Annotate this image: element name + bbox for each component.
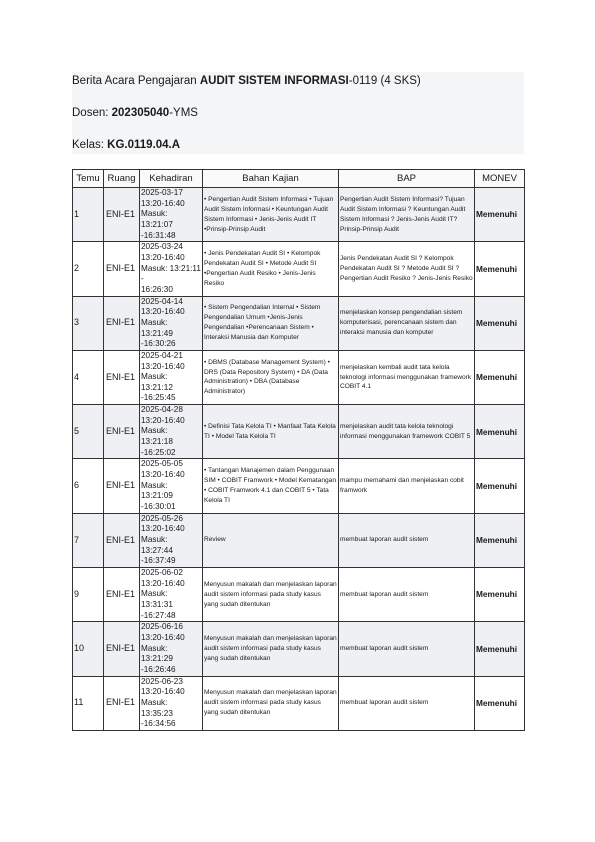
cell-bahan-kajian: • Pengertian Audit Sistem Informasi • Tujuan Audit Sistem Informasi • Keuntungan Audit Sistem Informasi • Jenis-Jenis Audit IT •Prinsip-Prinsip Audit [203, 188, 339, 242]
cell-ruang: ENI-E1 [104, 622, 140, 676]
table-row [73, 350, 525, 404]
attendance-in: Masuk: 13:21:12 [141, 372, 173, 392]
cell-monev: Memenuhi [475, 676, 525, 730]
attendance-date: 2025-03-17 [141, 188, 183, 197]
attendance-date: 2025-05-26 [141, 513, 183, 523]
cell-bap: membuat laporan audit sistem [339, 513, 475, 567]
attendance-out: -16:25:45 [141, 393, 176, 403]
lecturer-id: 202305040 [111, 107, 170, 119]
cell-temu: 2 [73, 242, 104, 296]
cell-ruang: ENI-E1 [104, 188, 140, 242]
col-header-temu: Temu [73, 170, 104, 188]
cell-monev: Memenuhi [475, 622, 525, 676]
cell-bahan-kajian: Menyusun makalah dan menjelaskan laporan audit sistem informasi pada study kasus yang sudah ditentukan [203, 567, 339, 621]
cell-bahan-kajian: Menyusun makalah dan menjelaskan laporan audit sistem informasi pada study kasus yang sudah ditentukan [203, 622, 339, 676]
attendance-schedule: 13:20-16:40 [141, 198, 185, 208]
attendance-out: -16:34:56 [141, 719, 176, 729]
cell-bahan-kajian: • Jenis Pendekatan Audit SI • Kelompok Pendekatan Audit SI • Metode Audit SI •Pengertian Audit Resiko • Jenis-Jenis Resiko [203, 242, 339, 296]
cell-kehadiran [140, 567, 203, 621]
cell-bahan-kajian: • Definisi Tata Kelola TI • Manfaat Tata Kelola TI • Model Tata Kelola TI [203, 405, 339, 459]
cell-temu: 11 [73, 676, 104, 730]
col-header-bap: BAP [339, 170, 475, 188]
cell-monev: Memenuhi [475, 296, 525, 350]
document-title [72, 75, 421, 87]
cell-bap: membuat laporan audit sistem [339, 676, 475, 730]
table-row [73, 405, 525, 459]
table-row [73, 676, 525, 730]
cell-kehadiran [140, 188, 203, 242]
table-row [73, 459, 525, 513]
cell-bap: membuat laporan audit sistem [339, 622, 475, 676]
attendance-out: -16:26:46 [141, 664, 176, 674]
cell-monev: Memenuhi [475, 513, 525, 567]
table-row [73, 188, 525, 242]
attendance-schedule: 13:20-16:40 [141, 632, 185, 642]
attendance-schedule: 13:20-16:40 [141, 524, 185, 534]
cell-monev: Memenuhi [475, 567, 525, 621]
cell-ruang: ENI-E1 [104, 567, 140, 621]
cell-bap: menjelaskan kembali audit tata kelola teknologi informasi menggunakan framework COBIT 4.1 [339, 350, 475, 404]
col-header-monev: MONEV [475, 170, 525, 188]
table-row [73, 242, 525, 296]
attendance-date: 2025-05-05 [141, 459, 183, 469]
attendance-in: Masuk: 13:21:09 [141, 480, 173, 501]
cell-kehadiran [140, 296, 203, 350]
attendance-schedule: 13:20-16:40 [141, 687, 185, 697]
cell-temu: 1 [73, 188, 104, 242]
cell-temu: 6 [73, 459, 104, 513]
class-line [72, 139, 180, 151]
attendance-date: 2025-04-21 [141, 350, 183, 360]
cell-kehadiran [140, 459, 203, 513]
attendance-schedule: 13:20-16:40 [141, 252, 185, 262]
attendance-schedule: 13:20-16:40 [141, 307, 185, 317]
teaching-record-table [72, 169, 525, 731]
cell-bap: membuat laporan audit sistem [339, 567, 475, 621]
cell-monev: Memenuhi [475, 188, 525, 242]
cell-kehadiran [140, 676, 203, 730]
attendance-schedule: 13:20-16:40 [141, 470, 185, 480]
cell-bap: mampu memahami dan menjelaskan cobit framwork [339, 459, 475, 513]
attendance-in: Masuk: 13:21:07 [141, 209, 173, 229]
cell-temu: 5 [73, 405, 104, 459]
cell-temu: 4 [73, 350, 104, 404]
lecturer-initials: -YMS [169, 107, 198, 119]
attendance-schedule: 13:20-16:40 [141, 415, 185, 425]
table-header-row [73, 170, 525, 188]
attendance-in: Masuk: 13:21:49 [141, 317, 173, 338]
attendance-date: 2025-03-24 [141, 242, 183, 252]
cell-ruang: ENI-E1 [104, 459, 140, 513]
attendance-out: 16:26:30 [141, 284, 173, 294]
attendance-out: -16:31:48 [141, 230, 176, 240]
cell-temu: 9 [73, 567, 104, 621]
table-row [73, 513, 525, 567]
col-header-bahan-kajian: Bahan Kajian [203, 170, 339, 188]
attendance-in: Masuk: 13:27:44 [141, 535, 173, 555]
course-name: AUDIT SISTEM INFORMASI [199, 75, 349, 87]
cell-kehadiran [140, 242, 203, 296]
attendance-in: Masuk: 13:21:11 - [141, 263, 201, 284]
cell-bap: menjelaskan audit tata kelola teknologi informasi menggunakan framework COBIT 5 [339, 405, 475, 459]
cell-ruang: ENI-E1 [104, 242, 140, 296]
attendance-date: 2025-04-14 [141, 296, 183, 306]
cell-monev: Memenuhi [475, 242, 525, 296]
attendance-in: Masuk: 13:21:29 [141, 643, 173, 664]
lecturer-label: Dosen: [72, 107, 112, 119]
attendance-out: -16:27:48 [141, 610, 176, 620]
attendance-date: 2025-06-16 [141, 622, 183, 632]
table-row [73, 296, 525, 350]
lecturer-line [72, 107, 198, 119]
class-label: Kelas: [72, 139, 108, 151]
attendance-in: Masuk: 13:21:18 [141, 426, 173, 447]
cell-monev: Memenuhi [475, 350, 525, 404]
cell-bahan-kajian: • Sistem Pengendalian Internal • Sistem Pengendalian Umum •Jenis-Jenis Pengendalian •Perencanaan Sistem • Interaksi Manusia dan Komputer [203, 296, 339, 350]
cell-kehadiran [140, 350, 203, 404]
attendance-out: -16:30:01 [141, 502, 176, 512]
cell-ruang: ENI-E1 [104, 350, 140, 404]
cell-temu: 3 [73, 296, 104, 350]
cell-bap: Pengertian Audit Sistem Informasi? Tujuan Audit Sistem Informasi ? Keuntungan Audit Sistem Informasi ? Jenis-Jenis Audit IT? Prinsip-Prinsip Audit [339, 188, 475, 242]
title-prefix: Berita Acara Pengajaran [72, 75, 200, 87]
attendance-date: 2025-06-23 [141, 676, 183, 686]
table-row [73, 622, 525, 676]
cell-bap: Jenis Pendekatan Audit SI ? Kelompok Pendekatan Audit SI ? Metode Audit SI ? Pengertian Audit Resiko ? Jenis-Jenis Resiko [339, 242, 475, 296]
cell-kehadiran [140, 622, 203, 676]
cell-ruang: ENI-E1 [104, 513, 140, 567]
attendance-schedule: 13:20-16:40 [141, 578, 185, 588]
cell-kehadiran [140, 513, 203, 567]
document-header [72, 72, 524, 154]
cell-ruang: ENI-E1 [104, 296, 140, 350]
cell-ruang: ENI-E1 [104, 405, 140, 459]
cell-bahan-kajian: • Tantangan Manajemen dalam Penggunaan SIM • COBIT Framwork • Model Kematangan • COBIT Framwork 4.1 dan COBIT 5 • Tata Kelola TI [203, 459, 339, 513]
attendance-in: Masuk: 13:31:31 [141, 589, 173, 609]
attendance-out: -16:37:49 [141, 556, 176, 566]
cell-monev: Memenuhi [475, 459, 525, 513]
cell-bap: menjelaskan konsep pengendalian sistem komputerisasi, perencanaan sistem dan interaksi manusia dan komputer [339, 296, 475, 350]
attendance-date: 2025-06-02 [141, 567, 183, 577]
cell-bahan-kajian: Review [203, 513, 339, 567]
col-header-ruang: Ruang [104, 170, 140, 188]
attendance-schedule: 13:20-16:40 [141, 361, 185, 371]
col-header-kehadiran: Kehadiran [140, 170, 203, 188]
attendance-date: 2025-04-28 [141, 405, 183, 415]
attendance-in: Masuk: 13:35:23 [141, 697, 173, 718]
cell-temu: 10 [73, 622, 104, 676]
attendance-out: -16:25:02 [141, 447, 176, 457]
cell-bahan-kajian: Menyusun makalah dan menjelaskan laporan audit sistem informasi pada study kasus yang sudah ditentukan [203, 676, 339, 730]
course-code: -0119 (4 SKS) [348, 75, 421, 87]
cell-bahan-kajian: • DBMS (Database Management System) • DRS (Data Repository System) • DA (Data Administration) • DBA (Database Administrator) [203, 350, 339, 404]
cell-kehadiran [140, 405, 203, 459]
cell-monev: Memenuhi [475, 405, 525, 459]
cell-ruang: ENI-E1 [104, 676, 140, 730]
table-row [73, 567, 525, 621]
attendance-out: -16:30:26 [141, 339, 176, 349]
cell-temu: 7 [73, 513, 104, 567]
class-code: KG.0119.04.A [107, 139, 181, 151]
